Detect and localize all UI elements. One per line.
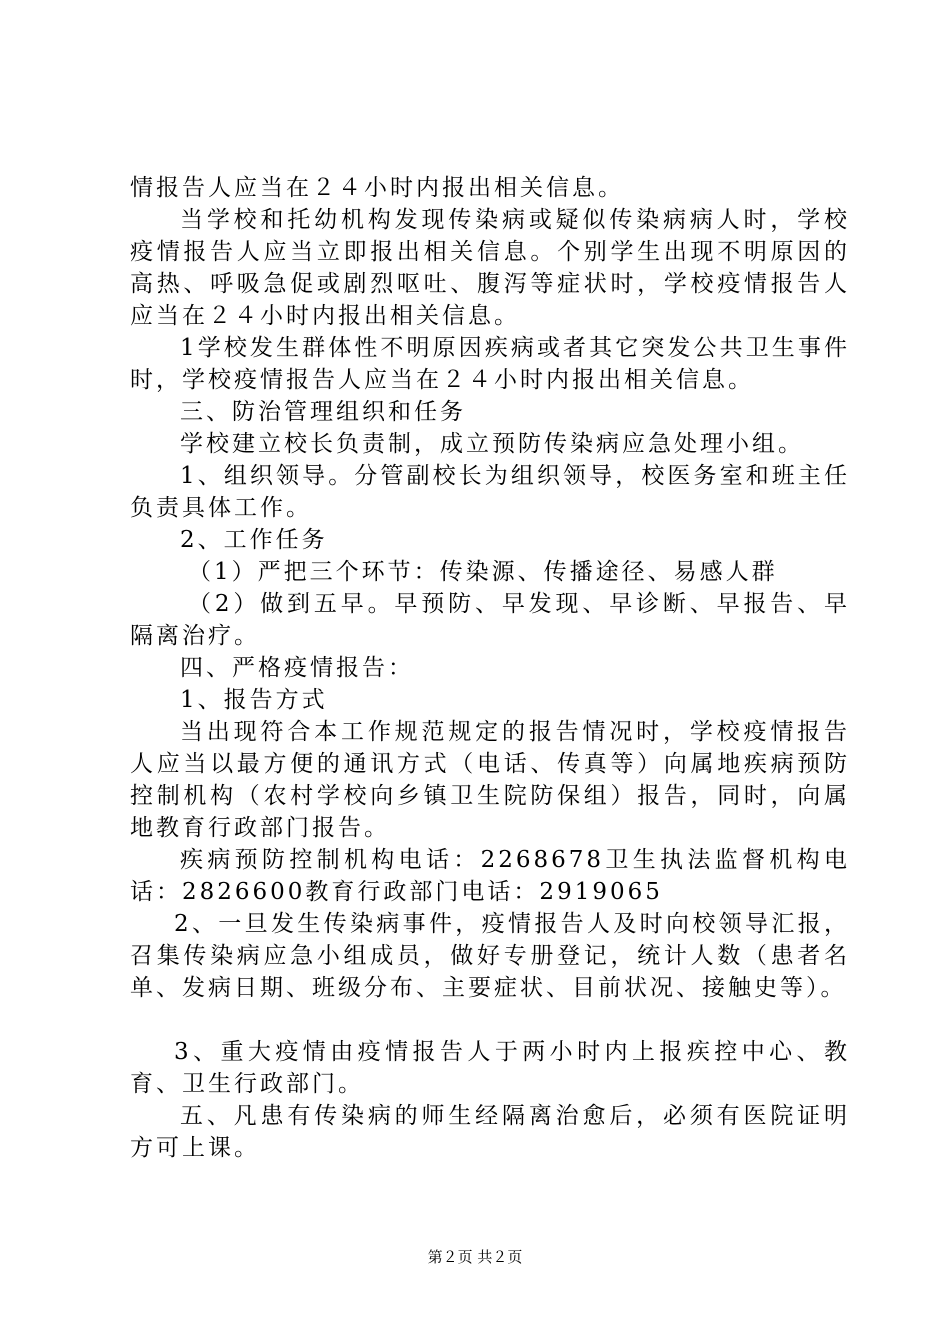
paragraph-item-2: （2）做到五早。早预防、早发现、早诊断、早报告、早隔离治疗。 <box>130 591 850 649</box>
paragraph-5: 学校建立校长负责制，成立预防传染病应急处理小组。 <box>180 431 804 457</box>
section-heading-4: 四、严格疫情报告： <box>180 655 414 681</box>
blank-line <box>130 1004 850 1036</box>
document-body <box>130 172 850 1164</box>
paragraph-3: 1学校发生群体性不明原因疾病或者其它突发公共卫生事件时，学校疫情报告人应当在２４小时内报出相关信息。 <box>130 335 850 393</box>
paragraph-14: 2、一旦发生传染病事件，疫情报告人及时向校领导汇报，召集传染病应急小组成员，做好专册登记，统计人数（患者名单、发病日期、班级分布、主要症状、目前状况、接触史等）。 <box>130 911 850 1001</box>
subheading-report-method: 1、报告方式 <box>180 687 328 713</box>
paragraph-item-1: （1）严把三个环节：传染源、传播途径、易感人群 <box>188 559 778 585</box>
subheading-work-tasks: 2、工作任务 <box>180 527 328 553</box>
section-heading-5: 五、凡患有传染病的师生经隔离治愈后，必须有医院证明方可上课。 <box>130 1103 850 1161</box>
paragraph-6: 1、组织领导。分管副校长为组织领导，校医务室和班主任负责具体工作。 <box>130 463 850 521</box>
paragraph-12: 当出现符合本工作规范规定的报告情况时，学校疫情报告人应当以最方便的通讯方式（电话、传真等）向属地疾病预防控制机构（农村学校向乡镇卫生院防保组）报告，同时，向属地教育行政部门报告。 <box>130 719 850 841</box>
page-footer: 第２页 共２页 <box>427 1248 523 1266</box>
paragraph-1: 情报告人应当在２４小时内报出相关信息。 <box>130 175 624 201</box>
paragraph-2: 当学校和托幼机构发现传染病或疑似传染病病人时，学校疫情报告人应当立即报出相关信息。个别学生出现不明原因的高热、呼吸急促或剧烈呕吐、腹泻等症状时，学校疫情报告人应当在２４小时内报出相关信息。 <box>130 207 850 329</box>
section-heading-3: 三、防治管理组织和任务 <box>180 399 466 425</box>
paragraph-15: 3、重大疫情由疫情报告人于两小时内上报疾控中心、教育、卫生行政部门。 <box>130 1039 850 1097</box>
contact-phones: 疾病预防控制机构电话：2268678卫生执法监督机构电话：2826600教育行政部门电话：2919065 <box>130 847 850 905</box>
